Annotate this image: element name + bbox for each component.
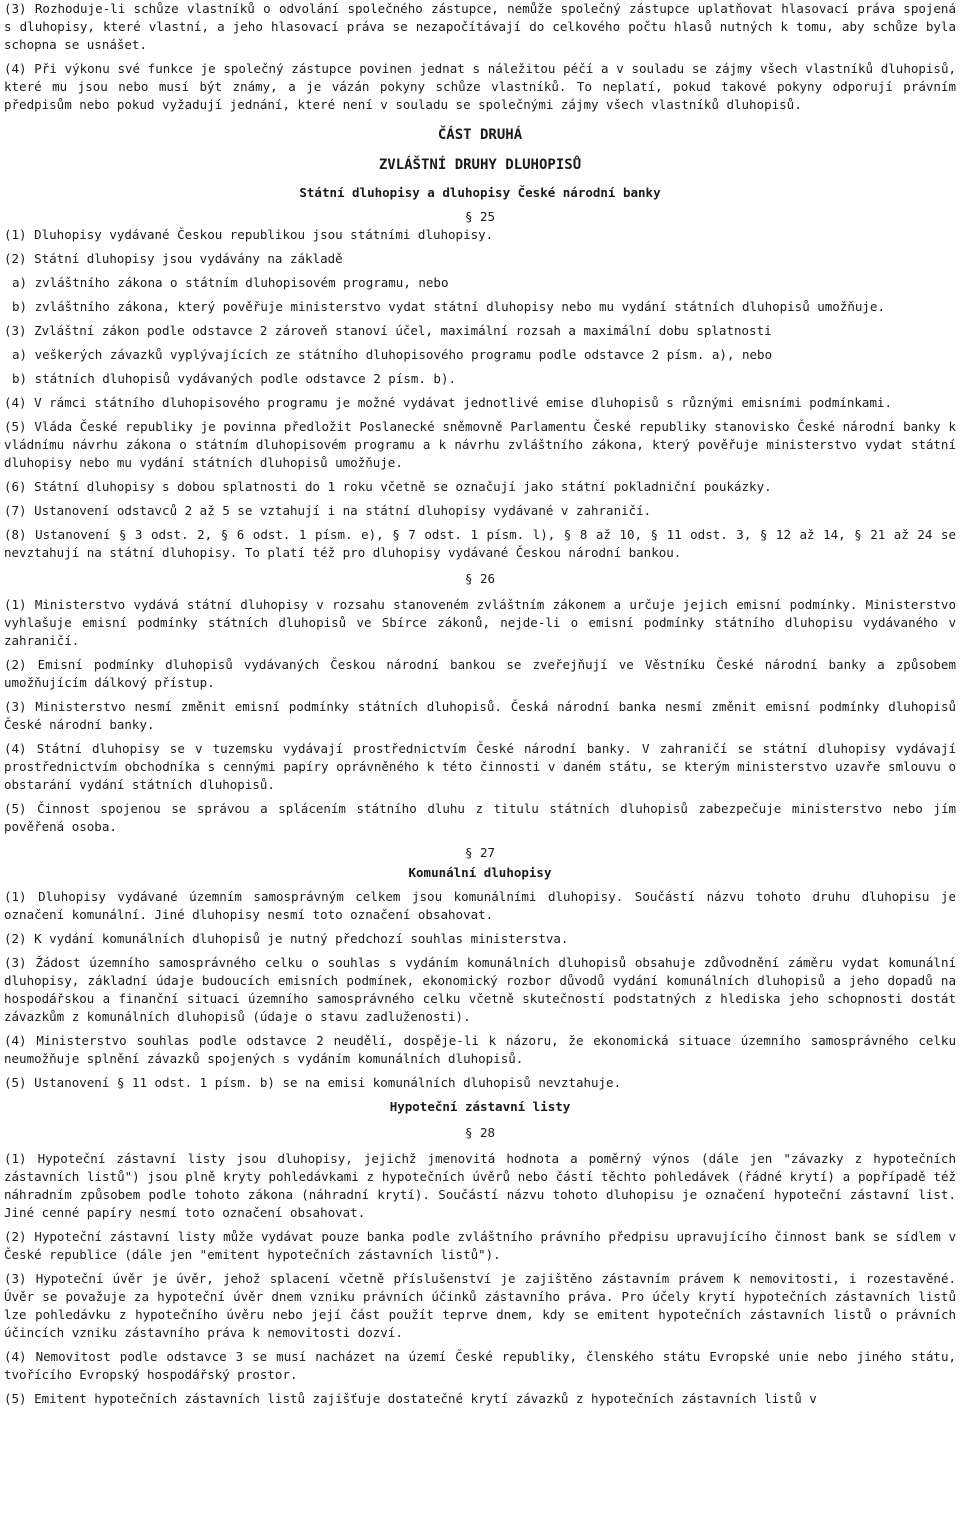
paragraph: (2) Hypoteční zástavní listy může vydávat pouze banka podle zvláštního právního předpisu upravujícího činnost bank se sídlem v České republice (dále jen "emitent hypotečních zástavních listů"). — [4, 1229, 956, 1262]
paragraph: (3) Hypoteční úvěr je úvěr, jehož splacení včetně příslušenství je zajištěno zástavním právem k nemovitosti, i rozestavěné. Úvěr se považuje za hypoteční úvěr dnem vzniku právních účinků zástavního práva. Pro účely krytí hypotečních zástavních listů lze pohledávku z hypotečního úvěru nebo její část použít teprve dnem, kdy se emitent hypotečních zástavních listů o právních účincích vzniku zástavního práva k nemovitosti dozví. — [4, 1271, 956, 1340]
section-heading: Státní dluhopisy a dluhopisy České národní banky — [299, 185, 661, 200]
list-item: a) zvláštního zákona o státním dluhopisovém programu, nebo — [12, 275, 449, 290]
paragraph: (2) K vydání komunálních dluhopisů je nutný předchozí souhlas ministerstva. — [4, 931, 569, 946]
section-title: Komunální dluhopisy — [408, 865, 552, 880]
paragraph: (3) Ministerstvo nesmí změnit emisní podmínky státních dluhopisů. Česká národní banka nesmí změnit emisní podmínky dluhopisů České národní banky. — [4, 699, 956, 732]
paragraph: (4) Ministerstvo souhlas podle odstavce 2 neudělí, dospěje-li k názoru, že ekonomická situace územního samosprávného celku neumožňuje splnění závazků spojených s vydáním komunálních dluhopisů. — [4, 1033, 956, 1066]
paragraph: (8) Ustanovení § 3 odst. 2, § 6 odst. 1 písm. e), § 7 odst. 1 písm. l), § 8 až 10, § 11 odst. 3, § 12 až 14, § 21 až 24 se nevztahují na státní dluhopisy. To platí též pro dluhopisy vydávané Českou národní bankou. — [4, 527, 956, 560]
paragraph: (4) V rámci státního dluhopisového programu je možné vydávat jednotlivé emise dluhopisů s různými emisními podmínkami. — [4, 395, 893, 410]
paragraph: (4) Při výkonu své funkce je společný zástupce povinen jednat s náležitou péčí a v souladu se zájmy všech vlastníků dluhopisů, které mu jsou nebo musí být známy, a je vázán pokyny schůze vlastníků. To neplatí, pokud takové pokyny odporují právním předpisům nebo pokud vyžadují jednání, které není v souladu se společnými zájmy všech vlastníků dluhopisů. — [4, 61, 956, 112]
paragraph: (4) Státní dluhopisy se v tuzemsku vydávají prostřednictvím České národní banky. V zahraničí se státní dluhopisy vydávají prostřednictvím obchodníka s cennými papíry oprávněného k této činnosti v daném státu, se kterým ministerstvo uzavře smlouvu o obstarání vydání státních dluhopisů. — [4, 741, 956, 792]
paragraph: (6) Státní dluhopisy s dobou splatnosti do 1 roku včetně se označují jako státní pokladniční poukázky. — [4, 479, 772, 494]
paragraph: (5) Ustanovení § 11 odst. 1 písm. b) se na emisi komunálních dluhopisů nevztahuje. — [4, 1075, 622, 1090]
paragraph: (3) Zvláštní zákon podle odstavce 2 zároveň stanoví účel, maximální rozsah a maximální dobu splatnosti — [4, 323, 772, 338]
part-subtitle: ZVLÁŠTNÍ DRUHY DLUHOPISŮ — [378, 157, 582, 173]
paragraph: (5) Vláda České republiky je povinna předložit Poslanecké sněmovně Parlamentu České republiky stanovisko České národní banky k vládnímu návrhu zákona o státním dluhopisovém programu a k návrhu zvláštního zákona, který pověřuje ministerstvo vydat státní dluhopisy nebo mu vydání státních dluhopisů umožňuje. — [4, 419, 956, 470]
paragraph: (5) Emitent hypotečních zástavních listů zajišťuje dostatečné krytí závazků z hypotečních zástavních listů v — [4, 1391, 817, 1406]
paragraph: (5) Činnost spojenou se správou a splácením státního dluhu z titulu státních dluhopisů zabezpečuje ministerstvo nebo jím pověřená osoba. — [4, 801, 956, 834]
list-item: b) státních dluhopisů vydávaných podle odstavce 2 písm. b). — [12, 371, 457, 386]
section-number: § 25 — [464, 209, 496, 224]
section-number: § 28 — [464, 1125, 496, 1140]
paragraph: (1) Dluhopisy vydávané Českou republikou jsou státními dluhopisy. — [4, 227, 494, 242]
paragraph: (1) Ministerstvo vydává státní dluhopisy v rozsahu stanoveném zvláštním zákonem a určuje jejich emisní podmínky. Ministerstvo vyhlašuje emisní podmínky státních dluhopisů ve Sbírce zákonů, nejde-li o emisní podmínky státního dluhopisu vydávaného v zahraničí. — [4, 597, 956, 648]
section-number: § 26 — [464, 571, 496, 586]
paragraph: (2) Státní dluhopisy jsou vydávány na základě — [4, 251, 343, 266]
paragraph: (3) Žádost územního samosprávného celku o souhlas s vydáním komunálních dluhopisů obsahuje zdůvodnění záměru vydat komunální dluhopisy, základní údaje budoucích emisních podmínek, ekonomický rozbor důvodů vydání komunálních dluhopisů a jeho dopadů na hospodářskou a finanční situaci územního samosprávného celku včetně skutečností podstatných z hlediska jeho schopnosti dostát závazkům z komunálních dluhopisů (údaje o stavu zadluženosti). — [4, 955, 956, 1024]
list-item: a) veškerých závazků vyplývajících ze státního dluhopisového programu podle odstavce 2 písm. a), nebo — [12, 347, 773, 362]
paragraph: (2) Emisní podmínky dluhopisů vydávaných Českou národní bankou se zveřejňují ve Věstníku České národní banky a způsobem umožňujícím dálkový přístup. — [4, 657, 956, 690]
paragraph: (3) Rozhoduje-li schůze vlastníků o odvolání společného zástupce, nemůže společný zástupce uplatňovat hlasovací práva spojená s dluhopisy, které vlastní, a jeho hlasovací práva se nezapočítávají do celkového počtu hlasů nutných k tomu, aby schůze byla schopna se usnášet. — [4, 1, 956, 52]
paragraph: (4) Nemovitost podle odstavce 3 se musí nacházet na území České republiky, členského státu Evropské unie nebo jiného státu, tvořícího Evropský hospodářský prostor. — [4, 1349, 956, 1382]
paragraph: (1) Hypoteční zástavní listy jsou dluhopisy, jejichž jmenovitá hodnota a poměrný výnos (dále jen "závazky z hypotečních zástavních listů") jsou plně kryty pohledávkami z hypotečních úvěrů nebo částí těchto pohledávek (řádné krytí) a popřípadě též náhradním způsobem podle tohoto zákona (náhradní krytí). Součástí názvu tohoto dluhopisu je označení hypoteční zástavní list. Jiné cenné papíry nesmí toto označení obsahovat. — [4, 1151, 956, 1220]
section-number: § 27 — [464, 845, 496, 860]
paragraph: (1) Dluhopisy vydávané územním samosprávným celkem jsou komunálními dluhopisy. Součástí názvu tohoto druhu dluhopisu je označení komunální. Jiné dluhopisy nesmí toto označení obsahovat. — [4, 889, 956, 922]
list-item: b) zvláštního zákona, který pověřuje ministerstvo vydat státní dluhopisy nebo mu vydání státních dluhopisů umožňuje. — [12, 299, 885, 314]
section-heading: Hypoteční zástavní listy — [389, 1099, 571, 1114]
part-title: ČÁST DRUHÁ — [437, 127, 523, 143]
paragraph: (7) Ustanovení odstavců 2 až 5 se vztahují i na státní dluhopisy vydávané v zahraničí. — [4, 503, 652, 518]
